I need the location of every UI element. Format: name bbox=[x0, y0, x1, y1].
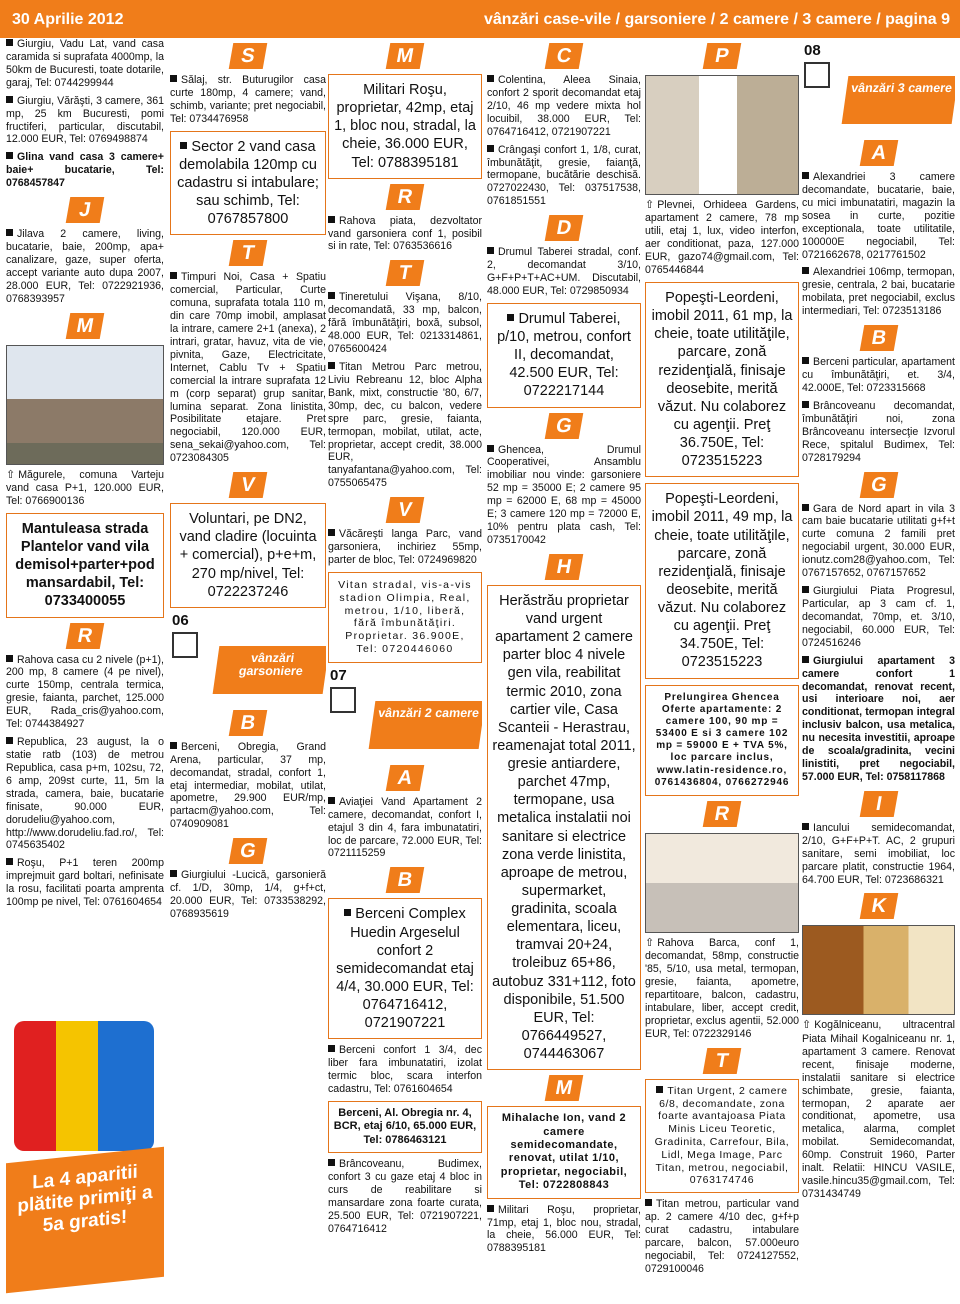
letter-divider: V bbox=[170, 470, 326, 500]
letter-divider: M bbox=[328, 41, 482, 71]
listing: Giurgiu, Vadu Lat, vand casa caramida si suprafata 4000mp, la 50km de Bucuresti, toate dotarile, garaj, Tel: 0744299944 bbox=[6, 38, 164, 89]
listing: Jilava 2 camere, living, bucatarie, baie, 200mp, apa+ canalizare, gaze, super oferta, accept variante auto dupa 2007, 28.000 EUR, Tel: 0722921936, 0768393957 bbox=[6, 228, 164, 305]
letter-divider: R bbox=[6, 621, 164, 651]
boxed-listing: Mihalache Ion, vand 2 camere semidecomandate, renovat, utilat 1/10, proprietar, negociabil, Tel: 0722808843 bbox=[487, 1106, 641, 1198]
column-2 bbox=[170, 38, 326, 926]
listing: ⇧ Plevnei, Orhideea Gardens, apartament 2 camere, 78 mp utili, etaj 1, lux, video interfon, aer conditionat, paza, 127.000 EUR, gazo74@gmail.com, Tel: 0765446844 bbox=[645, 199, 799, 277]
bullet-icon bbox=[802, 823, 809, 830]
listing: Militari Roşu, proprietar, 71mp, etaj 1, bloc nou, stradal, la cheie, 56.000 EUR, Tel: 0788395181 bbox=[487, 1203, 641, 1255]
bullet-icon bbox=[6, 655, 13, 662]
bullet-icon bbox=[170, 870, 177, 877]
listing: Titan Metrou Parc metrou, Liviu Rebreanu 12, bloc Alpha Bank, mixt, constructie '80, 6/7, 30mp, dec, cu balcon, vedere spre parc, gresie, faianta, termopan, mobilat, utilat, acte, proprietar, accept credit, 38.000 EUR, tanyafantana@yahoo.com, Tel: 0755065475 bbox=[328, 361, 482, 490]
bullet-icon bbox=[170, 742, 177, 749]
arrow-up-icon: ⇧ bbox=[6, 468, 16, 481]
listing: Titan metrou, particular vand ap. 2 camere 4/10 dec, g+f+p curat cadastru, intabulare parcare, balcon, 57.000euro negociabil, Tel: 0724127552, 0729100046 bbox=[645, 1198, 799, 1275]
letter-divider: I bbox=[802, 789, 955, 819]
boxed-listing: Vitan stradal, vis-a-vis stadion Olimpia, Real, metrou, 1/10, liberă, fără îmbunătăţiri. Proprietar. 36.900E, Tel: 0720446060 bbox=[328, 572, 482, 663]
section-title: vânzări 2 camere bbox=[369, 701, 482, 749]
bullet-icon bbox=[344, 909, 351, 916]
bullet-icon bbox=[645, 1199, 652, 1206]
bullet-icon bbox=[802, 656, 809, 663]
section-number: 07 bbox=[330, 666, 347, 684]
bullet-icon bbox=[802, 586, 809, 593]
boxed-listing: Sector 2 vand casa demolabila 120mp cu cadastru si intabulare; sau schimb, Tel: 0767857800 bbox=[170, 131, 326, 236]
apartment-photo bbox=[802, 925, 955, 1015]
page-header bbox=[0, 0, 960, 38]
toy-train-icon bbox=[14, 1021, 154, 1151]
boxed-listing: Herăstrău proprietar vand urgent apartament 2 camere parter bloc 4 nivele gen vila, reabilitat termic 2010, zona cartier vile, Casa Scanteii - Herastrau, reamenajat total 2011, gresie antiardere, parchet 47mp, termopane, usa metalica instalatii noi sanitare si electrice zona verde linistita, aproape de metrou, supermarket, gradinita, scoala elementara, liceu, tramvai 20+24, troleibuz 65+86, autobuz 331+112, foto disponibile, 51.500 EUR, Tel: 0766449527, 0744463067 bbox=[487, 585, 641, 1070]
listing: Republica, 23 august, la o statie ratb (103) de metrou Republica, casa p+m, 102su, 72, 6 amp, 209st curte, 11, 5m la strada, camera, baie, bucatarie finisate, 90.000 EUR, dorudeliu@yahoo.com, http://www.dorudeliu.fad.ro/, Tel: 0745635402 bbox=[6, 736, 164, 852]
listing: Roşu, P+1 teren 200mp imprejmuit gard boltari, nefinisate la rosu, facilitati poarta amprenta 100mp pe nivel, Tel: 0761604654 bbox=[6, 857, 164, 909]
apartment-photo bbox=[645, 75, 799, 195]
listing: Tineretului Vişana, 8/10, decomandată, 33 mp, balcon, fără îmbunătăţiri, boxă, subsol, 48.000 EUR, Tel: 0213314861, 0765600424 bbox=[328, 291, 482, 356]
listing: Iancului semidecomandat, 2/10, G+F+P+T. AC, 2 grupuri sanitare, semi imobiliat, loc parcare platit, constructie 1964, 64.700 EUR, Tel: 0723686321 bbox=[802, 821, 955, 886]
bullet-icon bbox=[802, 357, 809, 364]
bullet-icon bbox=[170, 272, 177, 279]
listing: Berceni, Obregia, Grand Arena, particular, 37 mp, decomandat, stradal, confort 1, etaj intermediar, mobilat, utilat, apometre, 29.900 EUR/mp, partacm@yahoo.com, Tel: 0740909081 bbox=[170, 740, 326, 831]
boxed-listing: Voluntari, pe DN2, vand cladire (locuinta + comercial), p+e+m, 270 mp/nivel, Tel: 0722237246 bbox=[170, 503, 326, 608]
listing: Giurgiului -Lucică, garsonieră cf. 1/D, 30mp, 1/4, g+f+ct, 20.000 EUR, Tel: 0733538292, 0768935619 bbox=[170, 869, 326, 920]
bullet-icon bbox=[6, 737, 13, 744]
bullet-icon bbox=[802, 504, 809, 511]
column-6 bbox=[802, 38, 955, 1206]
section-title: vânzări 3 camere bbox=[842, 76, 955, 124]
bullet-icon bbox=[328, 292, 335, 299]
bullet-icon bbox=[507, 314, 514, 321]
bullet-icon bbox=[328, 797, 335, 804]
letter-divider: S bbox=[170, 41, 326, 71]
section-banner bbox=[802, 42, 955, 134]
section-number: 08 bbox=[804, 42, 821, 59]
letter-divider: D bbox=[487, 213, 641, 243]
letter-divider: G bbox=[170, 836, 326, 866]
letter-divider: R bbox=[645, 799, 799, 829]
bullet-icon bbox=[487, 1205, 494, 1212]
bullet-icon bbox=[180, 142, 187, 149]
letter-divider: A bbox=[802, 138, 955, 168]
listing: Ghencea, Drumul Cooperativei, Ansamblu imobiliar nou vinde: garsoniere 52 mp = 35000 E; 2 camere 95 mp = 62000 E, 68 mp = 45000 E; 3 camere 120 mp = 72000 E, 10% pentru plata cash, Tel: 0735170042 bbox=[487, 443, 641, 546]
bullet-icon bbox=[487, 247, 494, 254]
listing: Berceni confort 1 3/4, dec liber fara imbunatatiri, izolat termic bloc, scara interfon cadastru, Tel: 0761604654 bbox=[328, 1044, 482, 1096]
bullet-icon bbox=[6, 96, 13, 103]
page-section: vânzări case-vile / garsoniere / 2 camere / 3 camere / pagina 9 bbox=[483, 11, 950, 28]
letter-divider: G bbox=[802, 470, 955, 500]
bullet-icon bbox=[328, 529, 335, 536]
listing: Alexandriei 3 camere decomandate, bucatarie, baie, cu mici imbunatatiri, magazin la sosea in curte, pozitie exceptionala, toate utilitatile, 100000E negociabil, Tel: 0721662678, 0217761502 bbox=[802, 171, 955, 261]
section-title: vânzări garsoniere bbox=[213, 646, 326, 694]
listing: Giurgiului apartament 3 camere confort 1 decomandat, renovat recent, usi interioare noi, aer conditionat, termopan integral inclusiv balcon, usa metalica, nu necesita investitii, aproape de scoala/gradinita, vecini linistiti, pret negociabil, 57.000 EUR, Tel: 0758117868 bbox=[802, 654, 955, 783]
listing: ⇧ Rahova Barca, conf 1, decomandat, 58mp, constructie '85, 5/10, usa metal, termopan, gresie, faianta, apometre, repartitoare, balcon, cadastru, intabulare, liber, accept credit, proprietar, exclus agentii, 52.000 EUR, Tel: 0722329146 bbox=[645, 937, 799, 1040]
house-photo bbox=[6, 345, 164, 465]
listing: Gara de Nord apart in vila 3 cam baie bucatarie utilitati g+f+t curte comuna 2 famili pret negociabil urgent, 30.000 EUR, ionutz.com28@yahoo.com, Tel: 0767157652, 0767157652 bbox=[802, 502, 955, 580]
boxed-listing: Popeşti-Leordeni, imobil 2011, 49 mp, la cheie, toate utilităţile, parcare, zonă rezidenţială, finisaje deosebite, merită văzut. Nu colaborez cu agenţii. Preţ 34.750E, Tel: 0723515223 bbox=[645, 483, 799, 678]
listing: Berceni particular, apartament cu îmbunătăţiri, et. 3/4, 42.000E, Tel: 0723315668 bbox=[802, 356, 955, 394]
bullet-icon bbox=[802, 172, 809, 179]
bullet-icon bbox=[487, 75, 494, 82]
bullet-icon bbox=[6, 39, 13, 46]
listing: Brâncoveanu, Budimex, confort 3 cu gaze etaj 4 bloc in curs de reabilitare si mansardare zona foarte curata, 25.500 EUR, Tel: 0721907221, 0764716412 bbox=[328, 1158, 482, 1235]
letter-divider: V bbox=[328, 495, 482, 525]
listing: Giurgiului Piata Progresul, Particular, ap 3 cam cf. 1, decomandat, 70mp, et. 3/10, negociabil, 60.000 EUR, Tel: 0724516246 bbox=[802, 585, 955, 649]
listing: ⇧ Kogălniceanu, ultracentral Piata Mihail Kogalniceanu nr. 1, apartament 3 camere. Renovat recent, finisaje moderne, instalatii sanitare si electrice schimbate, gresie, faianta, termopan, 2 aparate aer conditionat, apometre, usa metalica, alarma, complet mobilat. Semidecomandat, 60mp. Construit 1960, Parter inalt. Relatii: HINCU VASILE, vasile.hincu35@gmail.com, Tel: 0731434749 bbox=[802, 1019, 955, 1200]
bullet-icon bbox=[6, 858, 13, 865]
listing: Giurgiu, Vărăşti, 3 camere, 361 mp, 25 km Bucuresti, pomi fructiferi, particular, discutabil, 12.000 EUR, Tel: 0769498874 bbox=[6, 94, 164, 146]
arrow-up-icon: ⇧ bbox=[802, 1019, 812, 1032]
listing: ⇧ Măgurele, comuna Varteju vand casa P+1, 120.000 EUR, Tel: 0766900136 bbox=[6, 468, 164, 507]
letter-divider: B bbox=[328, 865, 482, 895]
bullet-icon bbox=[170, 75, 177, 82]
listing: Drumul Taberei stradal, conf. 2, decomandat 3/10, G+F+P+T+AC+UM. Discutabil, 48.000 EUR, Tel: 0729850934 bbox=[487, 246, 641, 297]
letter-divider: B bbox=[170, 708, 326, 738]
bullet-icon bbox=[328, 216, 335, 223]
house-icon bbox=[804, 62, 830, 88]
letter-divider: T bbox=[645, 1046, 799, 1076]
apartment-photo bbox=[645, 833, 799, 933]
section-banner bbox=[170, 612, 326, 704]
boxed-listing: Berceni Complex Huedin Argeselul confort 2 semidecomandat etaj 4/4, 30.000 EUR, Tel: 0764716412, 0721907221 bbox=[328, 898, 482, 1039]
bullet-icon bbox=[656, 1086, 663, 1093]
section-banner bbox=[328, 667, 482, 759]
listing: Brâncoveanu decomandat, îmbunătăţiri noi, zona Brâncoveanu intersecţie Izvorul Rece, spitalul Budimex, Tel: 0728179294 bbox=[802, 399, 955, 464]
letter-divider: J bbox=[6, 195, 164, 225]
letter-divider: B bbox=[802, 323, 955, 353]
letter-divider: T bbox=[170, 238, 326, 268]
promo-banner bbox=[6, 1015, 164, 1285]
bullet-icon bbox=[802, 267, 809, 274]
listing: Aviaţiei Vand Apartament 2 camere, decomandat, confort I, etajul 3 din 4, fara imbunatatiri, loc de parcare, 72.000 EUR, Tel: 0721115259 bbox=[328, 795, 482, 860]
page-date: 30 Aprilie 2012 bbox=[12, 11, 124, 28]
house-icon bbox=[172, 632, 198, 658]
boxed-listing: Popeşti-Leordeni, imobil 2011, 61 mp, la cheie, toate utilităţile, parcare, zonă rezidenţială, finisaje deosebite, merită văzut. Nu colaborez cu agenţii. Preţ 36.750E, Tel: 0723515223 bbox=[645, 282, 799, 477]
letter-divider: T bbox=[328, 258, 482, 288]
letter-divider: G bbox=[487, 411, 641, 441]
column-5 bbox=[645, 38, 799, 1281]
promo-text: La 4 aparitii plătite primiţi a 5a gratis! bbox=[6, 1147, 164, 1294]
bullet-icon bbox=[6, 229, 13, 236]
bullet-icon bbox=[802, 401, 809, 408]
section-number: 06 bbox=[172, 611, 189, 629]
bullet-icon bbox=[487, 145, 494, 152]
listing: Alexandriei 106mp, termopan, gresie, centrala, 2 bai, bucatarie mobilata, pret negociabil, exclus intermediari, Tel: 0723513186 bbox=[802, 266, 955, 318]
boxed-listing: Berceni, Al. Obregia nr. 4, BCR, etaj 6/10, 65.000 EUR, Tel: 0786463121 bbox=[328, 1101, 482, 1153]
boxed-listing: Titan Urgent, 2 camere 6/8, decomandate, zona foarte avantajoasa Piata Minis Liceu Teoretic, Gradinita, Carrefour, Bila, Lidl, Mega Image, Parc Titan, metrou, negociabil, 0763174746 bbox=[645, 1079, 799, 1193]
letter-divider: A bbox=[328, 763, 482, 793]
letter-divider: H bbox=[487, 552, 641, 582]
boxed-listing: Prelungirea Ghencea Oferte apartamente: 2 camere 100, 90 mp = 53400 E si 3 camere 102 mp = 59000 E + TVA 5%, loc parcare inclus, www.latin-residence.ro, 0761436804, 0766272946 bbox=[645, 685, 799, 797]
boxed-listing: Drumul Taberei, p/10, metrou, confort II, decomandat, 42.500 EUR, Tel: 0722217144 bbox=[487, 303, 641, 408]
column-1 bbox=[6, 38, 164, 914]
letter-divider: K bbox=[802, 891, 955, 921]
listing: Colentina, Aleea Sinaia, confort 2 sporit decomandat etaj 2/10, 46 mp vedere mixta hol locuibil, 38.000 EUR, Tel: 0764716412, 0721907221 bbox=[487, 74, 641, 138]
bullet-icon bbox=[6, 152, 13, 159]
letter-divider: C bbox=[487, 41, 641, 71]
house-icon bbox=[330, 687, 356, 713]
listing: Văcăreşti langa Parc, vand garsoniera, inchiriez 55mp, parter de bloc, Tel: 0724969820 bbox=[328, 528, 482, 567]
listing: Rahova piata, dezvoltator vand garsoniera conf 1, posibil si in rate, Tel: 0763536616 bbox=[328, 214, 482, 253]
letter-divider: M bbox=[487, 1073, 641, 1103]
bullet-icon bbox=[328, 362, 335, 369]
listing: Crângaşi confort 1, 1/8, curat, îmbunătăţit, gresie, faianţă, termopane, bucătărie deschisă. 0727022430, Tel: 037517538, 0761851551 bbox=[487, 143, 641, 208]
column-4 bbox=[487, 38, 641, 1260]
arrow-up-icon: ⇧ bbox=[645, 199, 655, 211]
bullet-icon bbox=[328, 1045, 335, 1052]
letter-divider: R bbox=[328, 182, 482, 212]
arrow-up-icon: ⇧ bbox=[645, 937, 655, 950]
bullet-icon bbox=[328, 1159, 335, 1166]
column-3 bbox=[328, 38, 482, 1241]
listing: Rahova casa cu 2 nivele (p+1), 200 mp, 8 camere (4 pe nivel), curte 150mp, centrala termica, gresie, faianta, parchet, 125.000 EUR, Rada_cris@yahoo.com, Tel: 0744384927 bbox=[6, 653, 164, 731]
letter-divider: P bbox=[645, 41, 799, 71]
bullet-icon bbox=[487, 445, 494, 452]
listing: Sălaj, str. Buturugilor casa curte 180mp, 4 camere; vand, schimb, variante; pret negociabil, Tel: 0734476958 bbox=[170, 74, 326, 125]
boxed-listing: Militari Roşu, proprietar, 42mp, etaj 1, bloc nou, stradal, la cheie, 36.000 EUR, Tel: 0788395181 bbox=[328, 74, 482, 179]
boxed-listing: Mantuleasa strada Plantelor vand vila demisol+parter+pod mansardabil, Tel: 0733400055 bbox=[6, 513, 164, 618]
listing: Timpuri Noi, Casa + Spatiu comercial, Particular, Curte comuna, suprafata totala 110 m, din care 70mp imobil, amplasat la intrare, camere 2+1 (anexa), 2 intrari, gratar, havuz, vita de vie, pivnita, Gaze, Electricitate, Internet, Cablu Tv + Spatiu comercial la intrare suprafata 12 m (corp separat) grup sanitar, lumina separat. Zona linistita, Posibilitate etajare. Pret negociabil, 120.000 EUR, sena_sekai@yahoo.com, Tel: 0723084305 bbox=[170, 271, 326, 465]
listing: Glina vand casa 3 camere+ baie+ bucatarie, Tel: 0768457847 bbox=[6, 151, 164, 190]
letter-divider: M bbox=[6, 311, 164, 341]
